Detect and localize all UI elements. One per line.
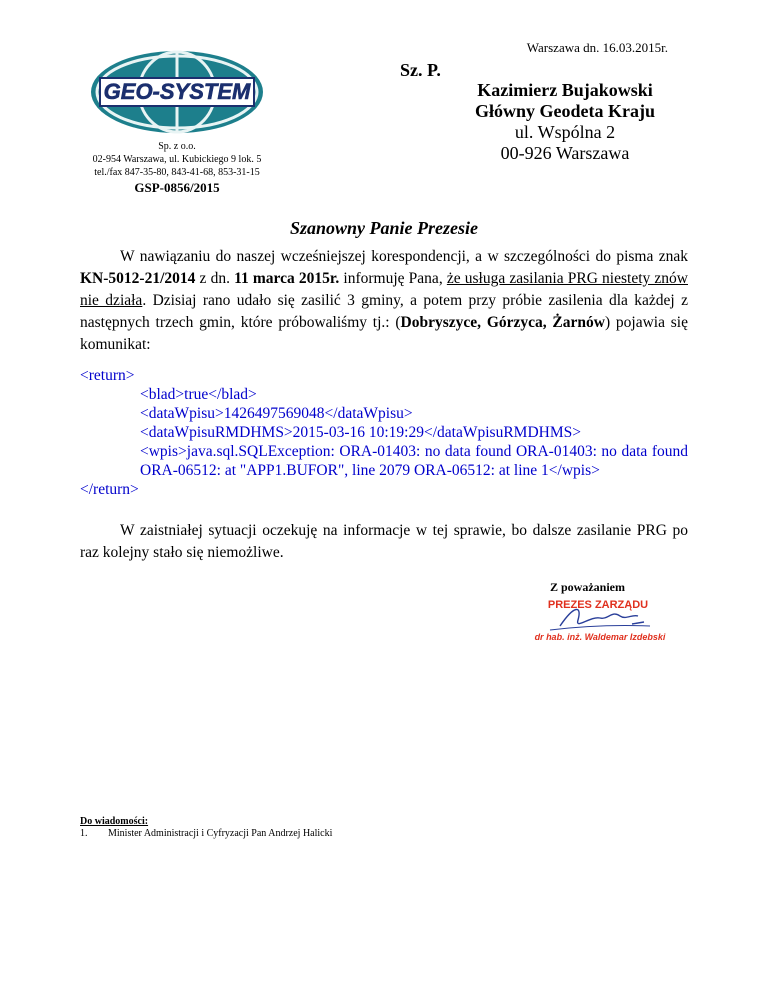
xml-open: <return> [80,367,135,384]
xml-blad: <blad>true</blad> [140,386,257,403]
letter-reference: KN-5012-21/2014 [80,270,196,287]
company-form: Sp. z o.o. [158,141,196,152]
cc-header: Do wiadomości: [80,816,149,827]
underlined-statement: że usługa zasilania PRG niestety znów nie działa [80,270,688,309]
salutation: Szanowny Panie Prezesie [289,218,478,238]
xml-close: </return> [80,481,139,498]
recipient-city: 00-926 Warszawa [500,143,630,163]
stamp-name: dr hab. inż. Waldemar Izdebski [534,632,666,642]
recipient-prefix: Sz. P. [400,60,441,80]
reference-number: GSP-0856/2015 [134,180,220,195]
xml-data-wpisu-rmdhms: <dataWpisuRMDHMS>2015-03-16 10:19:29</dataWpisuRMDHMS> [140,424,581,441]
recipient-street: ul. Wspólna 2 [514,122,616,142]
xml-wpis: <wpis>java.sql.SQLException: ORA-01403: no data found ORA-01403: no data found ORA-06512: at "APP1.BUFOR", line 2079 ORA-06512: at line 1</wpis> [140,443,688,479]
body-paragraph-1: W nawiązaniu do naszej wcześniejszej korespondencji, a w szczególności do pisma znak KN-5012-21/2014 z dn. 11 marca 2015r. informuję Pana, że usługa zasilania PRG niestety znów nie działa. Dzisiaj rano udało się zasilić 3 gminy, a potem przy próbie zasilenia dla każdej z następnych trzech gmin, które próbowaliśmy tj.: (Dobryszyce, Górzyca, Żarnów) pojawia się komunikat: [80,248,688,353]
xml-message [80,366,688,499]
stamp-role: PREZES ZARZĄDU [547,599,649,611]
company-address: 02-954 Warszawa, ul. Kubickiego 9 lok. 5 [92,154,262,165]
company-info [72,140,282,194]
recipient-name: Kazimierz Bujakowski [477,80,653,100]
gminy-list: Dobryszyce, Górzyca, Żarnów [400,314,605,331]
letter-ref-date: 11 marca 2015r. [234,270,340,287]
logo-text: GEO-SYSTEM [103,79,251,104]
signature-stamp [520,596,680,646]
body-paragraph-2: W zaistniałej sytuacji oczekuję na informacje w tej sprawie, bo dalsze zasilanie PRG po raz kolejny stało się niemożliwe. [80,522,688,561]
letter-date: Warszawa dn. 16.03.2015r. [526,40,668,55]
cc-item: 1. Minister Administracji i Cyfryzacji Pan Andrzej Halicki [80,828,333,839]
geo-system-logo [88,48,266,136]
recipient-title: Główny Geodeta Kraju [475,101,655,121]
closing: Z poważaniem [550,580,625,594]
company-phone: tel./fax 847-35-80, 843-41-68, 853-31-15 [94,167,260,178]
handwritten-signature [560,609,644,626]
cc-section [80,816,332,840]
xml-data-wpisu: <dataWpisu>1426497569048</dataWpisu> [140,405,413,422]
